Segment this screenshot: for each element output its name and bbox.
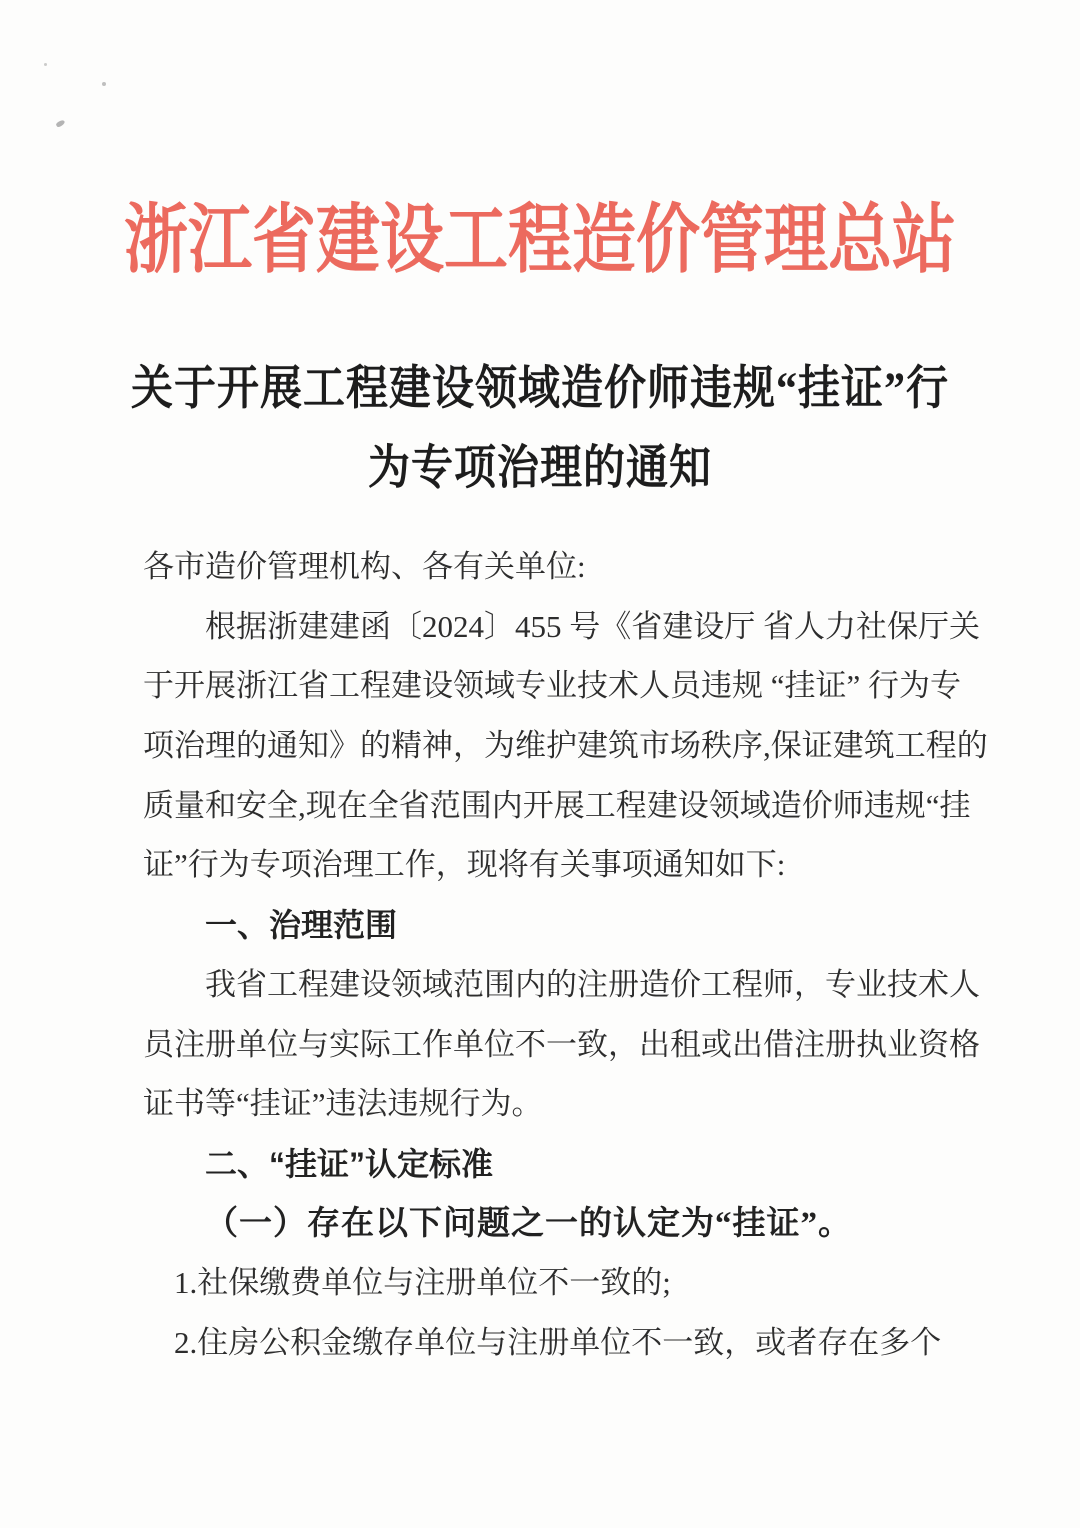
document-line xyxy=(143,1146,980,1206)
document-line xyxy=(143,1265,980,1325)
document-line-text: 项治理的通知》的精神，为维护建筑市场秩序,保证建筑工程的 xyxy=(143,728,988,764)
document-line xyxy=(143,1206,980,1266)
scan-speck xyxy=(44,63,47,66)
document-line xyxy=(143,668,980,728)
document-line-text: （一）存在以下问题之一的认定为“挂证”。 xyxy=(205,1205,852,1242)
document-line-text: 质量和安全,现在全省范围内开展工程建设领域造价师违规“挂 xyxy=(143,787,971,823)
document-line-text: 一、治理范围 xyxy=(205,907,398,944)
document-line-text: 于开展浙江省工程建设领域专业技术人员违规 “挂证” 行为专 xyxy=(143,668,962,704)
document-line-text: 我省工程建设领域范围内的注册造价工程师，专业技术人 xyxy=(205,966,980,1002)
scan-speck xyxy=(102,82,106,86)
scan-speck xyxy=(55,119,65,128)
document-title xyxy=(0,350,1080,509)
document-line-text: 2.住房公积金缴存单位与注册单位不一致，或者存在多个 xyxy=(174,1324,942,1360)
agency-header: 浙江省建设工程造价管理总站 xyxy=(124,198,956,283)
document-line xyxy=(143,1086,980,1146)
document-line xyxy=(143,549,980,609)
document-line-text: 证书等“挂证”违法违规行为。 xyxy=(143,1086,543,1122)
document-title-line2: 为专项治理的通知 xyxy=(367,442,712,495)
document-line-text: 1.社保缴费单位与注册单位不一致的; xyxy=(174,1265,671,1301)
document-line xyxy=(143,967,980,1027)
document-line xyxy=(143,1027,980,1087)
document-body xyxy=(143,549,988,1385)
document-line xyxy=(143,728,988,788)
document-line-text: 证”行为专项治理工作，现将有关事项通知如下: xyxy=(143,847,786,883)
document-line-text: 二、“挂证”认定标准 xyxy=(205,1145,494,1182)
document-line-text: 各市造价管理机构、各有关单位: xyxy=(143,549,586,584)
document-line xyxy=(143,847,980,907)
document-line xyxy=(143,1325,980,1385)
document-line xyxy=(143,609,980,669)
document-line xyxy=(143,788,980,848)
document-line-text: 员注册单位与实际工作单位不一致，出租或出借注册执业资格 xyxy=(143,1026,980,1062)
document-line-text: 根据浙建建函〔2024〕455 号《省建设厅 省人力社保厅关 xyxy=(205,608,980,644)
document-title-line1: 关于开展工程建设领域造价师违规“挂证”行 xyxy=(130,363,949,415)
document-line xyxy=(143,907,980,967)
